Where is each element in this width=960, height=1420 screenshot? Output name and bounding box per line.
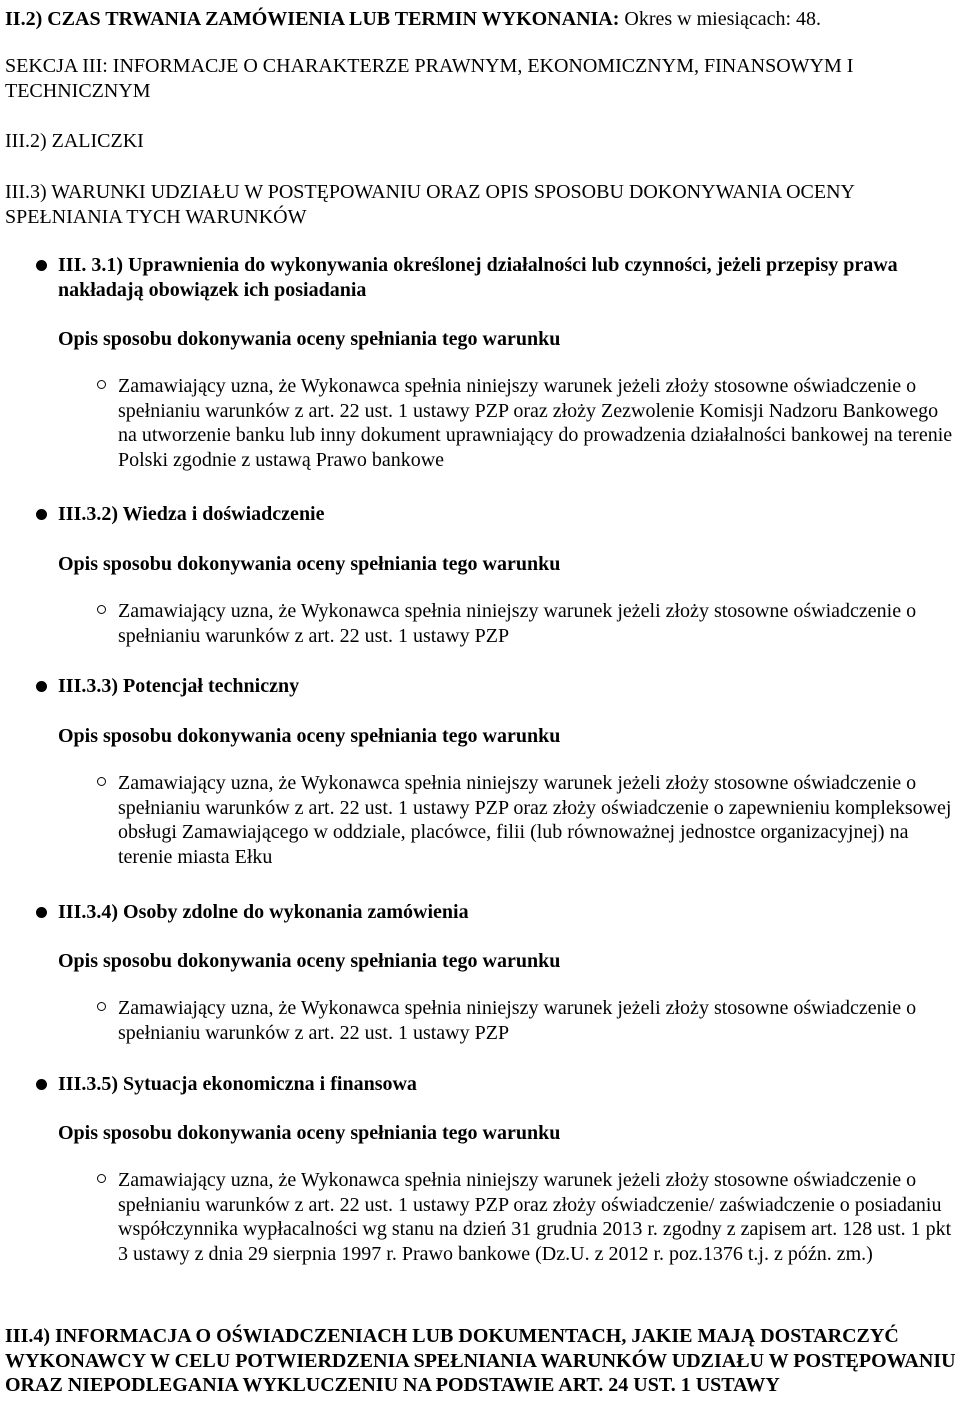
section-iii4: III.4) INFORMACJA O OŚWIADCZENIACH LUB DOKUMENTACH, JAKIE MAJĄ DOSTARCZYĆ WYKONAWCY W CELU POTWIERDZENIA SPEŁNIANIA WARUNKÓW UDZIAŁU W POSTĘPOWANIU ORAZ NIEPODLEGANIA WYKLUCZENIU NA PODSTAWIE ART. 24 UST. 1 USTAWY — [5, 1325, 956, 1396]
section-iii-title: SEKCJA III: INFORMACJE O CHARAKTERZE PRAWNYM, EKONOMICZNYM, FINANSOWYM I TECHNICZNYM — [5, 55, 854, 102]
condition-4-description: Zamawiający uzna, że Wykonawca spełnia niniejszy warunek jeżeli złoży stosowne oświadczenie o spełnianiu warunków z art. 22 ust. 1 ustawy PZP — [118, 997, 917, 1044]
bullet-circle-icon — [97, 1002, 106, 1011]
bullet-disc-icon — [36, 260, 47, 271]
bullet-disc-icon — [36, 681, 47, 692]
bullet-disc-icon — [36, 1079, 47, 1090]
bullet-circle-icon — [97, 777, 106, 786]
bullet-circle-icon — [97, 1174, 106, 1183]
ii2-value: Okres w miesiącach: 48. — [624, 8, 822, 30]
condition-1-description: Zamawiający uzna, że Wykonawca spełnia niniejszy warunek jeżeli złoży stosowne oświadczenie o spełnianiu warunków z art. 22 ust. 1 ustawy PZP oraz złoży Zezwolenie Komisji Nadzoru Bankowego na utworzenie banku lub inny dokument uprawniający do prowadzenia działalności bankowej na terenie Polski zgodnie z ustawą Prawo bankowe — [118, 375, 953, 471]
condition-1-opis-label: Opis sposobu dokonywania oceny spełniania tego warunku — [58, 328, 561, 350]
bullet-circle-icon — [97, 380, 106, 389]
condition-1-title: III. 3.1) Uprawnienia do wykonywania określonej działalności lub czynności, jeżeli przepisy prawa nakładają obowiązek ich posiadania — [58, 254, 898, 301]
bullet-disc-icon — [36, 907, 47, 918]
condition-5-description: Zamawiający uzna, że Wykonawca spełnia niniejszy warunek jeżeli złoży stosowne oświadczenie o spełnianiu warunków z art. 22 ust. 1 ustawy PZP oraz złoży oświadczenie/ zaświadczenie o posiadaniu współczynnika wypłacalności wg stanu na dzień 31 grudnia 2013 r. zgodny z zapisem art. 128 ust. 1 pkt 3 ustawy z dnia 29 sierpnia 1997 r. Prawo bankowe (Dz.U. z 2012 r. poz.1376 t.j. z późn. zm.) — [118, 1169, 952, 1265]
condition-2-title: III.3.2) Wiedza i doświadczenie — [58, 503, 325, 525]
condition-2-opis-label: Opis sposobu dokonywania oceny spełniania tego warunku — [58, 553, 561, 575]
section-ii2 — [5, 7, 958, 32]
section-iii3: III.3) WARUNKI UDZIAŁU W POSTĘPOWANIU ORAZ OPIS SPOSOBU DOKONYWANIA OCENY SPEŁNIANIA TYCH WARUNKÓW — [5, 181, 855, 228]
bullet-disc-icon — [36, 509, 47, 520]
bullet-circle-icon — [97, 605, 106, 614]
condition-4-opis-label: Opis sposobu dokonywania oceny spełniania tego warunku — [58, 950, 561, 972]
section-iii2: III.2) ZALICZKI — [5, 130, 144, 152]
ii2-label: II.2) CZAS TRWANIA ZAMÓWIENIA LUB TERMIN WYKONANIA: — [5, 8, 620, 30]
condition-3-description: Zamawiający uzna, że Wykonawca spełnia niniejszy warunek jeżeli złoży stosowne oświadczenie o spełnianiu warunków z art. 22 ust. 1 ustawy PZP oraz złoży oświadczenie o zapewnieniu kompleksowej obsługi Zamawiającego w oddziale, placówce, filii (lub równoważnej jednostce organizacyjnej) na terenie miasta Ełku — [118, 772, 952, 868]
condition-5-opis-label: Opis sposobu dokonywania oceny spełniania tego warunku — [58, 1122, 561, 1144]
condition-3-title: III.3.3) Potencjał techniczny — [58, 675, 300, 697]
condition-4-title: III.3.4) Osoby zdolne do wykonania zamówienia — [58, 901, 469, 923]
condition-5-title: III.3.5) Sytuacja ekonomiczna i finansowa — [58, 1073, 417, 1095]
condition-3-opis-label: Opis sposobu dokonywania oceny spełniania tego warunku — [58, 725, 561, 747]
condition-2-description: Zamawiający uzna, że Wykonawca spełnia niniejszy warunek jeżeli złoży stosowne oświadczenie o spełnianiu warunków z art. 22 ust. 1 ustawy PZP — [118, 600, 917, 647]
